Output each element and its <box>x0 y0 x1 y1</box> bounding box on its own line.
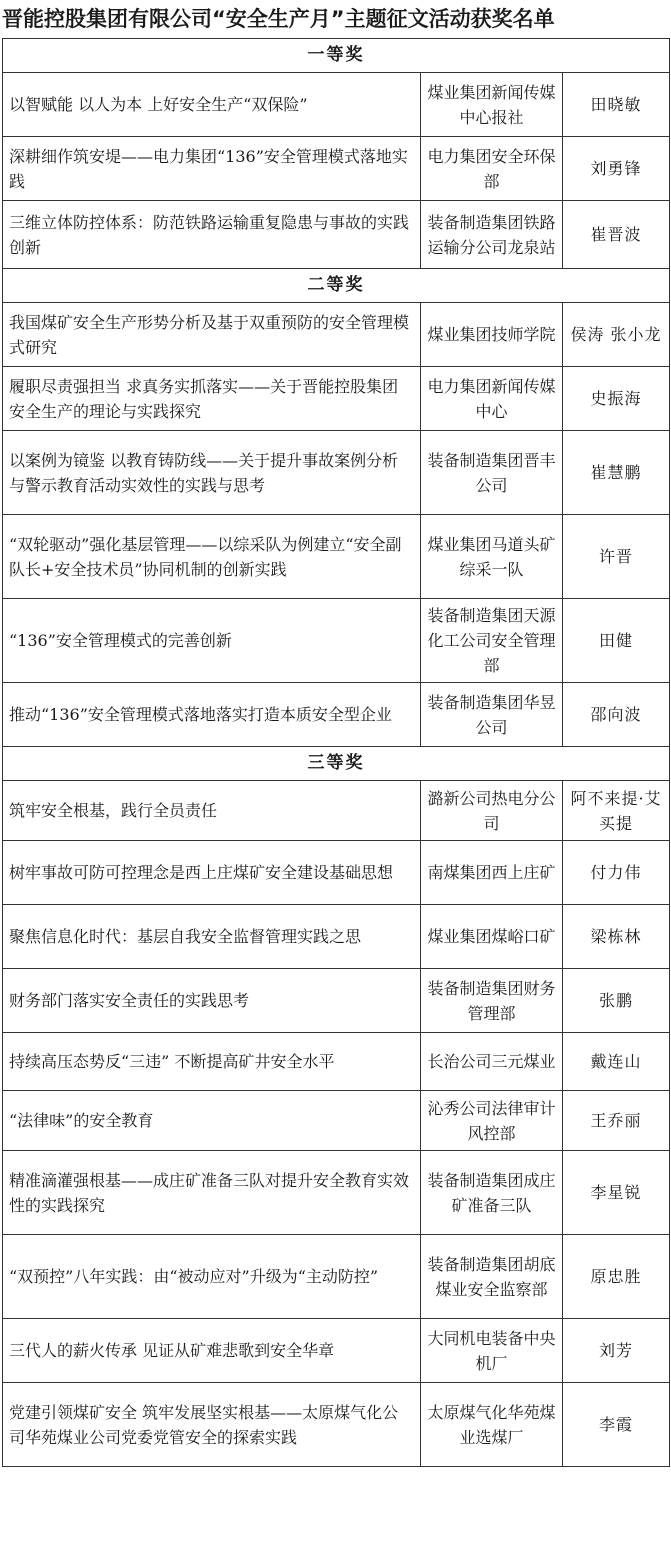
author-cell: 田晓敏 <box>563 73 670 137</box>
table-row <box>3 201 670 269</box>
author-cell: 王乔丽 <box>563 1091 670 1151</box>
table-row <box>3 1235 670 1319</box>
table-row <box>3 1151 670 1235</box>
article-title-cell: 精准滴灌强根基——成庄矿准备三队对提升安全教育实效性的实践探究 <box>3 1151 421 1235</box>
unit-cell: 大同机电装备中央机厂 <box>421 1319 563 1383</box>
unit-cell: 煤业集团技师学院 <box>421 303 563 367</box>
page-title: 晋能控股集团有限公司“安全生产月”主题征文活动获奖名单 <box>2 7 555 31</box>
table-row <box>3 367 670 431</box>
article-title-cell: “136”安全管理模式的完善创新 <box>3 599 421 683</box>
section-title: 三等奖 <box>3 747 670 781</box>
author-cell: 刘勇锋 <box>563 137 670 201</box>
article-title-cell: 推动“136”安全管理模式落地落实打造本质安全型企业 <box>3 683 421 747</box>
author-cell: 田健 <box>563 599 670 683</box>
table-row <box>3 431 670 515</box>
table-row <box>3 1319 670 1383</box>
author-cell: 崔晋波 <box>563 201 670 269</box>
unit-cell: 装备制造集团胡底煤业安全监察部 <box>421 1235 563 1319</box>
unit-cell: 装备制造集团成庄矿准备三队 <box>421 1151 563 1235</box>
article-title-cell: 筑牢安全根基，践行全员责任 <box>3 781 421 841</box>
article-title-cell: 我国煤矿安全生产形势分析及基于双重预防的安全管理模式研究 <box>3 303 421 367</box>
article-title-cell: “法律味”的安全教育 <box>3 1091 421 1151</box>
section-title: 一等奖 <box>3 39 670 73</box>
article-title-cell: 深耕细作筑安堤——电力集团“136”安全管理模式落地实践 <box>3 137 421 201</box>
author-cell: 侯涛 张小龙 <box>563 303 670 367</box>
author-cell: 刘芳 <box>563 1319 670 1383</box>
author-cell: 李霞 <box>563 1383 670 1467</box>
section-header-row <box>3 747 670 781</box>
author-cell: 崔慧鹏 <box>563 431 670 515</box>
unit-cell: 煤业集团新闻传媒中心报社 <box>421 73 563 137</box>
table-row <box>3 1033 670 1091</box>
author-cell: 李星锐 <box>563 1151 670 1235</box>
table-row <box>3 599 670 683</box>
author-cell: 付力伟 <box>563 841 670 905</box>
unit-cell: 太原煤气化华苑煤业选煤厂 <box>421 1383 563 1467</box>
unit-cell: 装备制造集团晋丰公司 <box>421 431 563 515</box>
article-title-cell: 树牢事故可防可控理念是西上庄煤矿安全建设基础思想 <box>3 841 421 905</box>
unit-cell: 装备制造集团华昱公司 <box>421 683 563 747</box>
article-title-cell: 履职尽责强担当 求真务实抓落实——关于晋能控股集团安全生产的理论与实践探究 <box>3 367 421 431</box>
article-title-cell: 聚焦信息化时代：基层自我安全监督管理实践之思 <box>3 905 421 969</box>
article-title-cell: 以智赋能 以人为本 上好安全生产“双保险” <box>3 73 421 137</box>
unit-cell: 电力集团安全环保部 <box>421 137 563 201</box>
author-cell: 原忠胜 <box>563 1235 670 1319</box>
unit-cell: 装备制造集团财务管理部 <box>421 969 563 1033</box>
table-row <box>3 73 670 137</box>
unit-cell: 潞新公司热电分公司 <box>421 781 563 841</box>
unit-cell: 装备制造集团铁路运输分公司龙泉站 <box>421 201 563 269</box>
table-row <box>3 841 670 905</box>
unit-cell: 煤业集团马道头矿综采一队 <box>421 515 563 599</box>
section-header-row <box>3 39 670 73</box>
author-cell: 张鹏 <box>563 969 670 1033</box>
article-title-cell: “双预控”八年实践：由“被动应对”升级为“主动防控” <box>3 1235 421 1319</box>
table-row <box>3 1091 670 1151</box>
author-cell: 戴连山 <box>563 1033 670 1091</box>
table-row <box>3 969 670 1033</box>
unit-cell: 沁秀公司法律审计风控部 <box>421 1091 563 1151</box>
table-row <box>3 1383 670 1467</box>
unit-cell: 电力集团新闻传媒中心 <box>421 367 563 431</box>
table-row <box>3 137 670 201</box>
unit-cell: 装备制造集团天源化工公司安全管理部 <box>421 599 563 683</box>
author-cell: 梁栋林 <box>563 905 670 969</box>
author-cell: 史振海 <box>563 367 670 431</box>
article-title-cell: 以案例为镜鉴 以教育铸防线——关于提升事故案例分析与警示教育活动实效性的实践与思考 <box>3 431 421 515</box>
article-title-cell: 财务部门落实安全责任的实践思考 <box>3 969 421 1033</box>
author-cell: 阿不来提·艾买提 <box>563 781 670 841</box>
table-row <box>3 781 670 841</box>
article-title-cell: “双轮驱动”强化基层管理——以综采队为例建立“安全副队长+安全技术员”协同机制的创新实践 <box>3 515 421 599</box>
table-row <box>3 303 670 367</box>
article-title-cell: 党建引领煤矿安全 筑牢发展坚实根基——太原煤气化公司华苑煤业公司党委党管安全的探索实践 <box>3 1383 421 1467</box>
unit-cell: 南煤集团西上庄矿 <box>421 841 563 905</box>
table-row <box>3 683 670 747</box>
section-header-row <box>3 269 670 303</box>
unit-cell: 煤业集团煤峪口矿 <box>421 905 563 969</box>
author-cell: 邵向波 <box>563 683 670 747</box>
author-cell: 许晋 <box>563 515 670 599</box>
table-row <box>3 905 670 969</box>
award-table-body <box>3 39 670 1467</box>
table-row <box>3 515 670 599</box>
article-title-cell: 三代人的薪火传承 见证从矿难悲歌到安全华章 <box>3 1319 421 1383</box>
unit-cell: 长治公司三元煤业 <box>421 1033 563 1091</box>
article-title-cell: 三维立体防控体系：防范铁路运输重复隐患与事故的实践创新 <box>3 201 421 269</box>
article-title-cell: 持续高压态势反“三违” 不断提高矿井安全水平 <box>3 1033 421 1091</box>
section-title: 二等奖 <box>3 269 670 303</box>
award-table <box>2 38 670 1467</box>
